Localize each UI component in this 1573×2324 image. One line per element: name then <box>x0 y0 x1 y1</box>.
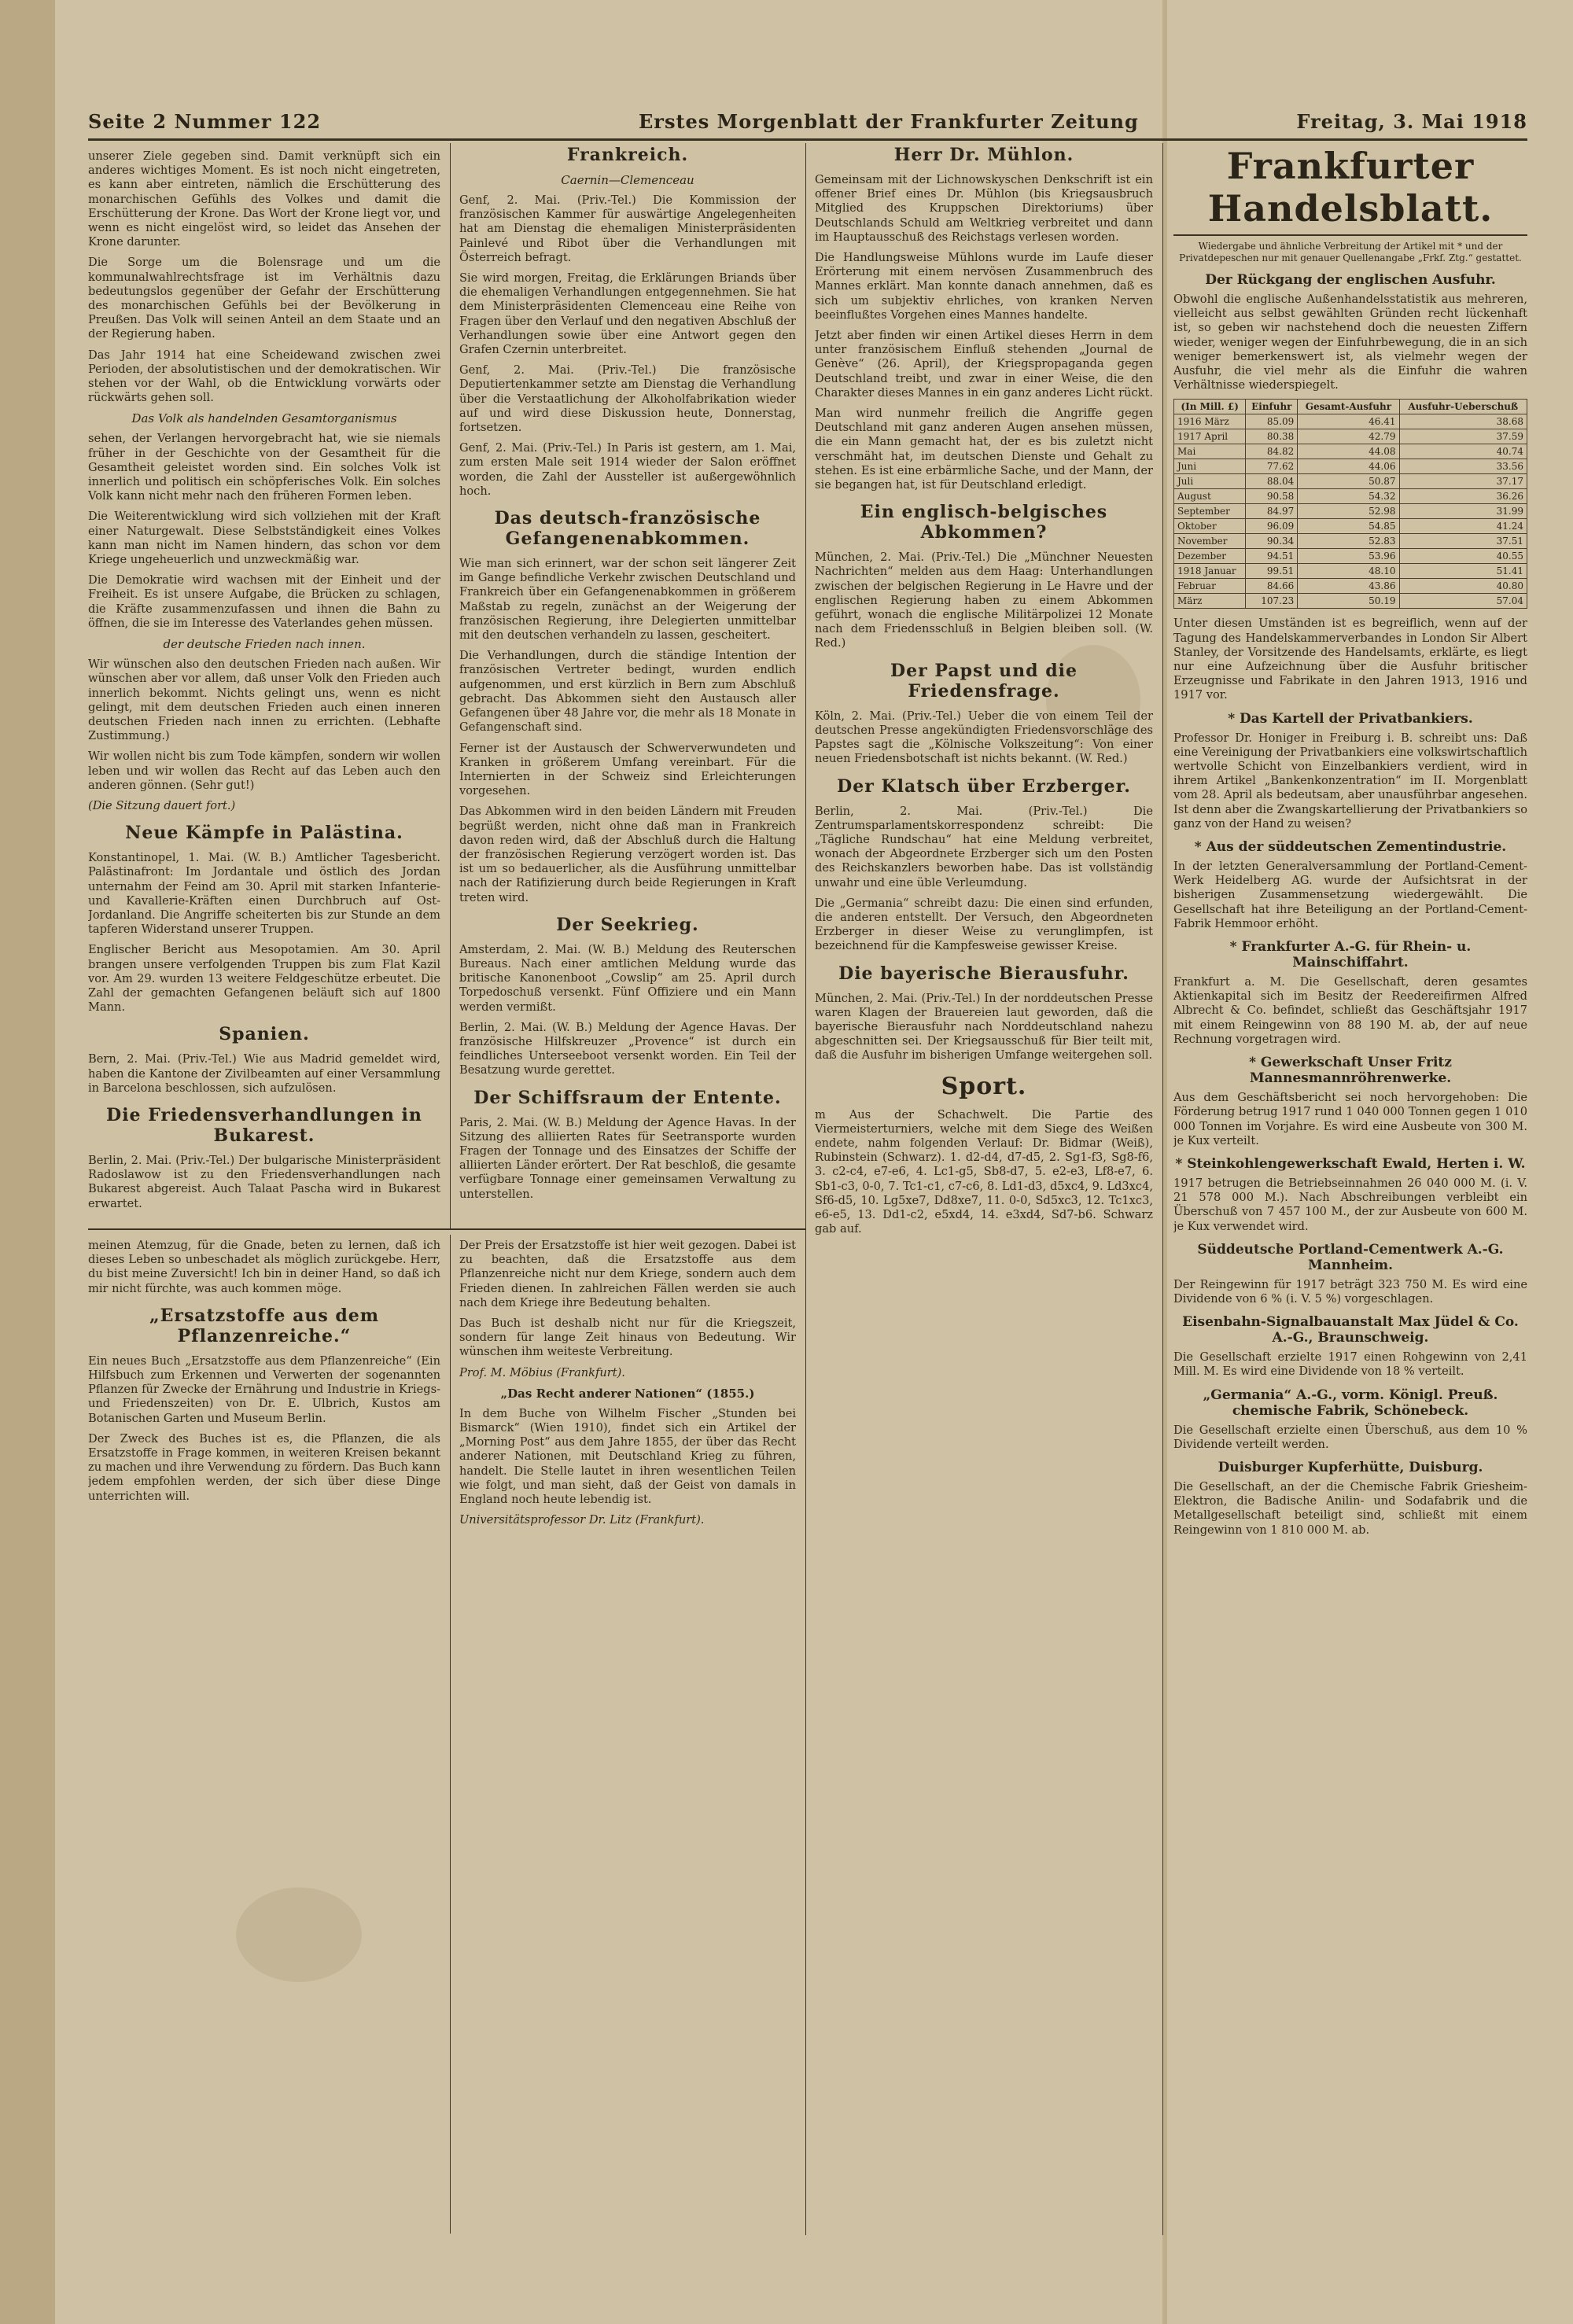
article-heading: Frankreich. <box>566 145 689 165</box>
article-heading: Ein englisch-belgisches Abkommen? <box>860 502 1108 543</box>
paragraph: unserer Ziele gegeben sind. Damit verknüpft sich ein anderes wichtiges Moment. Es ist noch nicht eingetreten, es kann aber eintreten, nämlich die Erschütterung des monarchischen Gefühls des Volkes und damit die Erschütterung der Krone. Das Wort der Krone liegt vor, und wenn es nicht eingelöst wird, so leidet das Ansehen der Krone darunter. <box>88 149 440 249</box>
article-heading: „Ersatzstoffe aus dem Pflanzenreiche.“ <box>149 1305 380 1346</box>
table-row <box>1174 489 1527 504</box>
subheading: Das Volk als handelnden Gesamtorganismus <box>131 411 397 426</box>
article-heading: Duisburger Kupferhütte, Duisburg. <box>1218 1459 1483 1475</box>
table-cell: 40.80 <box>1399 579 1527 594</box>
subheading: der deutsche Frieden nach innen. <box>163 637 366 652</box>
table-body <box>1174 414 1527 609</box>
paragraph: Wie man sich erinnert, war der schon seit längerer Zeit im Gange befindliche Verkehr zwischen Deutschland und Frankreich über ein Gefangenenabkommen in größerem Maßstab zu regeln, zunächst an der Weigerung der französischen Regierung, ihre Delegierten unmittelbar mit den deutschen verhandeln zu lassen, gescheitert. <box>459 557 796 643</box>
table-row <box>1174 534 1527 549</box>
article-heading: Die Friedensverhandlungen in Bukarest. <box>106 1104 422 1146</box>
table-row <box>1174 429 1527 444</box>
article-heading: Der Schiffsraum der Entente. <box>473 1087 782 1108</box>
table-row <box>1174 474 1527 489</box>
table-row <box>1174 519 1527 534</box>
paragraph: Die Sorge um die Bolensrage und um die kommunalwahlrechtsfrage ist im Verhältnis dazu bedeutungslos gegenüber der Gefahr der Erschütterung des monarchischen Gefühls bei der Bevölkerung in Preußen. Das Volk will seinen Anteil an dem Staate und an der Regierung haben. <box>88 256 440 341</box>
table-cell: 44.08 <box>1298 444 1399 459</box>
table-row <box>1174 504 1527 519</box>
column-rule <box>450 1235 451 2234</box>
paragraph: Die Weiterentwicklung wird sich vollziehen mit der Kraft einer Naturgewalt. Diese Selbstständigkeit eines Volkes kann man nicht im Namen hindern, das schon vor dem Kriege ungeheuerlich und unzweckmäßig war. <box>88 510 440 567</box>
article-heading: „Das Recht anderer Nationen“ (1855.) <box>500 1386 755 1401</box>
table-cell: November <box>1174 534 1246 549</box>
article-heading: * Steinkohlengewerkschaft Ewald, Herten i. W. <box>1175 1155 1526 1172</box>
column-rule <box>805 143 806 2235</box>
table-cell: 54.85 <box>1298 519 1399 534</box>
article-heading: * Frankfurter A.-G. für Rhein- u. Mainschiffahrt. <box>1229 939 1472 971</box>
paragraph: Konstantinopel, 1. Mai. (W. B.) Amtlicher Tagesbericht. Palästinafront: Im Jordantale und östlich des Jordan unternahm der Feind am 30. April mit starken Infanterie- und Kavallerie-Kräften einen Durchbruch auf Ost-Jordanland. Die Angriffe scheiterten bis zur Stunde an dem tapferen Widerstand unserer Truppen. <box>88 851 440 937</box>
table-cell: 1916 März <box>1174 414 1246 429</box>
table-cell: 37.51 <box>1399 534 1527 549</box>
table-cell: 53.96 <box>1298 549 1399 564</box>
paragraph: München, 2. Mai. (Priv.-Tel.) In der norddeutschen Presse waren Klagen der Brauereien laut geworden, daß die bayerische Bierausfuhr nach Norddeutschland nahezu abgeschnitten sei. Der Kriegsausschuß für Bier teilt mit, daß die Ausfuhr im bisherigen Umfange weitergehen soll. <box>815 991 1153 1063</box>
table-cell: 36.26 <box>1399 489 1527 504</box>
table-cell: 33.56 <box>1399 459 1527 474</box>
paragraph: Man wird nunmehr freilich die Angriffe gegen Deutschland mit ganz anderen Augen ansehen müssen, die ein Mann gemacht hat, der es bis zuletzt nicht verschmäht hat, im deutschen Dienste und Gehalt zu stehen. Es ist eine erbärmliche Sache, und der Mann, der sie begangen hat, ist für Deutschland erledigt. <box>815 407 1153 492</box>
feuilleton-column-1 <box>88 1239 440 2234</box>
paragraph: Die Gesellschaft erzielte 1917 einen Rohgewinn von 2,41 Mill. M. Es wird eine Dividende von 18 % verteilt. <box>1173 1350 1527 1379</box>
table-cell: 1918 Januar <box>1174 564 1246 579</box>
table-cell: 50.87 <box>1298 474 1399 489</box>
paragraph: Englischer Bericht aus Mesopotamien. Am 30. April brangen unsere verfolgenden Truppen bis zum Flat Kazil vor. Am 29. wurden 13 weitere Feldgeschütze erbeutet. Die Zahl der gemachten Gefangenen beläuft sich auf 1800 Mann. <box>88 943 440 1015</box>
table-cell: 40.74 <box>1399 444 1527 459</box>
paragraph: Die Verhandlungen, durch die ständige Intention der französischen Vertreter bedingt, wurden endlich aufgenommen, und erst kürzlich in Bern zum Abschluß gebracht. Das Abkommen sieht den Austausch aller Gefangenen über 48 Jahre vor, die mehr als 18 Monate in Gefangenschaft sind. <box>459 649 796 735</box>
column-2 <box>459 135 796 1223</box>
table-cell: 31.99 <box>1399 504 1527 519</box>
article-heading: Der Seekrieg. <box>556 914 699 935</box>
table-cell: Oktober <box>1174 519 1246 534</box>
article-heading: Eisenbahn-Signalbauanstalt Max Jüdel & Co. A.-G., Braunschweig. <box>1182 1314 1519 1346</box>
paragraph: Jetzt aber finden wir einen Artikel dieses Herrn in dem unter französischem Einfluß stehenden „Journal de Genève“ (26. April), der Kriegspropaganda gegen Deutschland treibt, und zwar in einer Weise, die den Charakter dieses Mannes in ein ganz anderes Licht rückt. <box>815 329 1153 400</box>
table-cell: Juli <box>1174 474 1246 489</box>
paragraph: m Aus der Schachwelt. Die Partie des Viermeisterturniers, welche mit dem Siege des Weißen endete, nahm folgenden Verlauf: Dr. Bidmar (Weiß), Rubinstein (Schwarz). 1. d2-d4, d7-d5, 2. Sg1-f3, Sg8-f6, 3. c2-c4, e7-e6, 4. Lc1-g5, Sb8-d7, 5. e2-e3, Lf8-e7, 6. Sb1-c3, 0-0, 7. Tc1-c1, c7-c6, 8. Ld1-d3, d5xc4, 9. Ld3xc4, Sf6-d5, 10. Lg5xe7, Dd8xe7, 11. 0-0, Sd5xc3, 12. Tc1xc3, e6-e5, 13. Dd1-c2, e5xd4, 14. e3xd4, Sd7-b6. Schwarz gab auf. <box>815 1107 1153 1236</box>
paragraph: Das Buch ist deshalb nicht nur für die Kriegszeit, sondern für lange Zeit hinaus von Bedeutung. Wir wünschen ihm weiteste Verbreitung. <box>459 1317 796 1359</box>
table-cell: 84.66 <box>1246 579 1298 594</box>
paragraph: Der Preis der Ersatzstoffe ist hier weit gezogen. Dabei ist zu beachten, daß die Ersatzstoffe aus dem Pflanzenreiche nicht nur dem Kriege, sondern auch dem Frieden dienen. In zahlreichen Fällen werden sie auch nach dem Kriege ihre Bedeutung behalten. <box>459 1239 796 1309</box>
table-row <box>1174 579 1527 594</box>
table-cell: 80.38 <box>1246 429 1298 444</box>
table-cell: 90.58 <box>1246 489 1298 504</box>
table-cell: 52.83 <box>1298 534 1399 549</box>
column-1 <box>88 149 440 1223</box>
table-cell: 48.10 <box>1298 564 1399 579</box>
article-heading: Der Klatsch über Erzberger. <box>837 775 1131 797</box>
subheading: Caernin—Clemenceau <box>561 173 694 187</box>
page-edge <box>0 0 55 2324</box>
column-4-handelsblatt <box>1173 142 1527 2235</box>
paragraph: sehen, der Verlangen hervorgebracht hat, wie sie niemals früher in der Geschichte von der Gesamtheit für die Gesamtheit geleistet worden sind. Ein solches Volk ist innerlich und politisch ein schöpferisches Volk. Ein solches Volk kann nicht mehr nach den früheren Formen leben. <box>88 432 440 503</box>
table-cell: 38.68 <box>1399 414 1527 429</box>
article-heading: * Das Kartell der Privatbankiers. <box>1228 710 1473 727</box>
paragraph: Ein neues Buch „Ersatzstoffe aus dem Pflanzenreiche“ (Ein Hilfsbuch zum Erkennen und Verwerten der sogenannten Pflanzen für Zwecke der Ernährung und Industrie in Kriegs- und Friedenszeiten) von Dr. E. Ulbrich, Kustos am Botanischen Garten und Museum Berlin. <box>88 1354 440 1425</box>
paragraph: Die Demokratie wird wachsen mit der Einheit und der Freiheit. Es ist unsere Aufgabe, die Brücken zu schlagen, die Kräfte zusammenzufassen und ihnen die Bahn zu öffnen, die sie im Interesse des Vaterlandes gehen müssen. <box>88 573 440 630</box>
handelsblatt-title: Frankfurter Handelsblatt. <box>1207 145 1494 230</box>
table-cell: 84.82 <box>1246 444 1298 459</box>
paragraph: Obwohl die englische Außenhandelsstatistik aus mehreren, vielleicht aus selbst gewählten Gründen recht lückenhaft ist, so geben wir nachstehend doch die neuesten Ziffern wieder, weniger wegen der Einfuhrbewegung, die in an sich weniger bemerkenswert ist, als vielmehr wegen der Ausfuhr, die viel mehr als die Einfuhr die wahren Verhältnisse wiederspiegelt. <box>1173 293 1527 392</box>
table-cell: 37.17 <box>1399 474 1527 489</box>
table-cell: 41.24 <box>1399 519 1527 534</box>
paragraph: Unter diesen Umständen ist es begreiflich, wenn auf der Tagung des Handelskammerverbandes in London Sir Albert Stanley, der Vorsitzende des Handelsamts, erklärte, es liegt nur eine Aufzeichnung über die Ausfuhr britischer Erzeugnisse und Fabrikate in den Jahren 1913, 1916 und 1917 vor. <box>1173 617 1527 702</box>
table-header-cell: Einfuhr <box>1246 400 1298 414</box>
table-cell: 99.51 <box>1246 564 1298 579</box>
table-cell: 50.19 <box>1298 594 1399 609</box>
table-header-cell: Ausfuhr-Ueberschuß <box>1399 400 1527 414</box>
paragraph: Die Handlungsweise Mühlons wurde im Laufe dieser Erörterung mit einem nervösen Zusammenbruch des Mannes erklärt. Man konnte danach annehmen, daß es sich um subjektiv ehrliches, von kranken Nerven beeinflußtes Vorgehen eines Mannes handelte. <box>815 251 1153 322</box>
table-cell: 85.09 <box>1246 414 1298 429</box>
issue-date: Freitag, 3. Mai 1918 <box>1296 110 1527 133</box>
article-heading: „Germania“ A.-G., vorm. Königl. Preuß. chemische Fabrik, Schönebeck. <box>1203 1387 1498 1419</box>
table-row <box>1174 549 1527 564</box>
column-rule <box>1162 143 1163 2235</box>
closing-note: (Die Sitzung dauert fort.) <box>88 798 236 812</box>
table-header-cell: (In Mill. £) <box>1174 400 1246 414</box>
section-rule <box>88 1228 805 1230</box>
paragraph: Aus dem Geschäftsbericht sei noch hervorgehoben: Die Förderung betrug 1917 rund 1 040 000 Tonnen gegen 1 010 000 Tonnen im Vorjahre. Es wird eine Ausbeute von 300 M. je Kux verteilt. <box>1173 1091 1527 1147</box>
article-heading: Der Papst und die Friedensfrage. <box>890 660 1078 702</box>
table-cell: Mai <box>1174 444 1246 459</box>
article-heading: * Gewerkschaft Unser Fritz Mannesmannröhrenwerke. <box>1249 1055 1452 1087</box>
handelsblatt-subtitle: Wiedergabe und ähnliche Verbreitung der Artikel mit * und der Privatdepeschen nur mit genauer Quellenangabe „Frkf. Ztg.“ gestattet. <box>1179 241 1522 263</box>
paragraph: Berlin, 2. Mai. (Priv.-Tel.) Der bulgarische Ministerpräsident Radoslawow ist zu den Friedensverhandlungen nach Bukarest abgereist. Auch Talaat Pascha wird in Bukarest erwartet. <box>88 1153 440 1210</box>
table-cell: 96.09 <box>1246 519 1298 534</box>
paragraph: Berlin, 2. Mai. (W. B.) Meldung der Agence Havas. Der französische Hilfskreuzer „Provence“ ist durch ein feindliches Unterseeboot versenkt worden. Ein Teil der Besatzung wurde gerettet. <box>459 1020 796 1077</box>
paragraph: Der Zweck des Buches ist es, die Pflanzen, die als Ersatzstoffe in Frage kommen, in weiteren Kreisen bekannt zu machen und ihre Verwendung zu fördern. Das Buch kann jedem empfohlen werden, der sich über diese Dinge unterrichten will. <box>88 1431 440 1503</box>
table-row <box>1174 444 1527 459</box>
paragraph: Frankfurt a. M. Die Gesellschaft, deren gesamtes Aktienkapital sich im Besitz der Reedereifirmen Alfred Albrecht & Co. befindet, schließt das Geschäftsjahr 1917 mit einem Reingewinn von 88 190 M. ab, der auf neue Rechnung vorgetragen wird. <box>1173 975 1527 1046</box>
article-heading: Sport. <box>941 1072 1027 1100</box>
page-number: Seite 2 Nummer 122 <box>88 110 322 133</box>
article-heading: Spanien. <box>219 1024 310 1045</box>
table-cell: 94.51 <box>1246 549 1298 564</box>
masthead-rule <box>88 138 1527 141</box>
table-cell: 107.23 <box>1246 594 1298 609</box>
paragraph: Genf, 2. Mai. (Priv.-Tel.) In Paris ist gestern, am 1. Mai, zum ersten Male seit 1914 wieder der Salon eröffnet worden, die Zahl der Aussteller ist außergewöhnlich hoch. <box>459 441 796 498</box>
paragraph: Amsterdam, 2. Mai. (W. B.) Meldung des Reuterschen Bureaus. Nach einer amtlichen Meldung wurde das britische Kanonenboot „Cowslip“ am 25. April durch Torpedoschuß versenkt. Fünf Offiziere und ein Mann werden vermißt. <box>459 942 796 1014</box>
article-heading: Neue Kämpfe in Palästina. <box>125 823 403 844</box>
paragraph: Gemeinsam mit der Lichnowskyschen Denkschrift ist ein offener Brief eines Dr. Mühlon (bis Kriegsausbruch Mitglied des Kruppschen Direktoriums) über Deutschlands Schuld am Weltkrieg verbreitet und dann im Hauptausschuß des Reichstags verlesen worden. <box>815 173 1153 244</box>
column-rule <box>450 143 451 1228</box>
article-heading: Süddeutsche Portland-Cementwerk A.-G. Mannheim. <box>1197 1241 1504 1273</box>
table-row <box>1174 459 1527 474</box>
table-cell: 46.41 <box>1298 414 1399 429</box>
trade-table <box>1173 399 1527 609</box>
table-cell: 90.34 <box>1246 534 1298 549</box>
column-3 <box>815 135 1153 2235</box>
table-cell: Dezember <box>1174 549 1246 564</box>
paragraph: meinen Atemzug, für die Gnade, beten zu lernen, daß ich dieses Leben so unbeschadet als möglich zurückgebe. Herr, du bist meine Zuversicht! Ich bin in deiner Hand, so daß ich mir nicht fürchte, was auch kommen möge. <box>88 1239 440 1295</box>
paragraph: In der letzten Generalversammlung der Portland-Cement-Werk Heidelberg AG. wurde der Aufsichtsrat in der bisherigen Zusammensetzung wiedergewählt. Die Gesellschaft hat ihre Beteiligung an der Portland-Cement-Fabrik Hemmoor erhöht. <box>1173 860 1527 930</box>
masthead <box>88 110 1527 138</box>
title-rule <box>1173 234 1527 236</box>
table-cell: 37.59 <box>1399 429 1527 444</box>
paragraph: 1917 betrugen die Betriebseinnahmen 26 040 000 M. (i. V. 21 578 000 M.). Nach Abschreibungen verbleibt ein Überschuß von 7 457 100 M., der zur Ausbeute von 600 M. je Kux verwendet wird. <box>1173 1176 1527 1233</box>
table-cell: 84.97 <box>1246 504 1298 519</box>
table-header-row <box>1174 400 1527 414</box>
paragraph: Ferner ist der Austausch der Schwerverwundeten und Kranken in größerem Umfang vereinbart. Für die Internierten in der Schweiz sind Erleichterungen vorgesehen. <box>459 741 796 798</box>
paragraph: Professor Dr. Honiger in Freiburg i. B. schreibt uns: Daß eine Vereinigung der Privatbankiers eine volkswirtschaftlich wertvolle Schicht von Einzelbankiers verdient, wird in ihrem Artikel „Bankenkonzentration“ im II. Morgenblatt vom 28. April als bedeutsam, aber unausführbar angesehen. Ist denn aber die Zwangskartellierung der Privatbankiers so ganz von der Hand zu weisen? <box>1173 731 1527 831</box>
paragraph: Bern, 2. Mai. (Priv.-Tel.) Wie aus Madrid gemeldet wird, haben die Kantone der Zivilbeamten auf einer Versammlung in Barcelona beschlossen, sich aufzulösen. <box>88 1052 440 1095</box>
article-heading: Die bayerische Bierausfuhr. <box>838 963 1129 984</box>
paragraph: Die „Germania“ schreibt dazu: Die einen sind erfunden, die anderen entstellt. Der Versuch, den Abgeordneten Erzberger in dieser Weise zu verunglimpfen, ist bezeichnend für die Kampfesweise gewisser Kreise. <box>815 896 1153 953</box>
article-heading: Das deutsch-französische Gefangenenabkommen. <box>494 508 761 550</box>
author-signature: Universitätsprofessor Dr. Litz (Frankfurt). <box>459 1513 705 1527</box>
paragraph: Das Jahr 1914 hat eine Scheidewand zwischen zwei Perioden, der absolutistischen und der demokratischen. Wir stehen vor der Wahl, ob die Entwicklung vorwärts oder rückwärts gehen soll. <box>88 348 440 405</box>
table-cell: 54.32 <box>1298 489 1399 504</box>
paragraph: München, 2. Mai. (Priv.-Tel.) Die „Münchner Neuesten Nachrichten“ melden aus dem Haag: Unterhandlungen zwischen der belgischen Regierung in Le Havre und der englischen Regierung haben zu einem Abkommen geführt, wonach die englische Militärpolizei 12 Monate nach dem Friedensschluß in Belgien bleiben soll. (W. Red.) <box>815 551 1153 650</box>
article-heading: Herr Dr. Mühlon. <box>893 145 1074 165</box>
table-cell: 77.62 <box>1246 459 1298 474</box>
table-header-cell: Gesamt-Ausfuhr <box>1298 400 1399 414</box>
table-cell: 43.86 <box>1298 579 1399 594</box>
table-cell: 51.41 <box>1399 564 1527 579</box>
paragraph: Genf, 2. Mai. (Priv.-Tel.) Die französische Deputiertenkammer setzte am Dienstag die Verhandlung über die Verstaatlichung der Alkoholfabrikation wieder auf und wird diese Diskussion heute, Donnerstag, fortsetzen. <box>459 363 796 435</box>
paragraph: Das Abkommen wird in den beiden Ländern mit Freuden begrüßt werden, nicht ohne daß man in Frankreich davon reden wird, daß der Abschluß durch die Haltung der französischen Regierung verzögert worden ist. Das ist um so bedauerlicher, als die Ausführung unmittelbar nach der Ratifizierung durch beide Regierungen in Kraft treten wird. <box>459 805 796 904</box>
table-row <box>1174 414 1527 429</box>
table-cell: 40.55 <box>1399 549 1527 564</box>
table-cell: 88.04 <box>1246 474 1298 489</box>
article-heading: Der Rückgang der englischen Ausfuhr. <box>1205 272 1496 288</box>
paragraph: Der Reingewinn für 1917 beträgt 323 750 M. Es wird eine Dividende von 6 % (i. V. 5 %) vorgeschlagen. <box>1173 1277 1527 1306</box>
table-cell: Juni <box>1174 459 1246 474</box>
paragraph: Berlin, 2. Mai. (Priv.-Tel.) Die Zentrumsparlamentskorrespondenz schreibt: Die „Tägliche Rundschau“ hat eine Meldung verbreitet, wonach der Abgeordnete Erzberger sich um den Posten des Reichskanzlers beworben habe. Das ist vollständig unwahr und eine üble Verleumdung. <box>815 804 1153 889</box>
article-heading: * Aus der süddeutschen Zementindustrie. <box>1194 839 1507 856</box>
table-cell: September <box>1174 504 1246 519</box>
paragraph: Wir wünschen also den deutschen Frieden nach außen. Wir wünschen aber vor allem, daß unser Volk den Frieden auch innerlich bekommt. Nichts gelingt uns, wenn es nicht gelingt, mit dem deutschen Frieden auch einen inneren deutschen Frieden nach innen zu errichten. (Lebhafte Zustimmung.) <box>88 657 440 743</box>
author-signature: Prof. M. Möbius (Frankfurt). <box>459 1365 625 1379</box>
paragraph: Köln, 2. Mai. (Priv.-Tel.) Ueber die von einem Teil der deutschen Presse angekündigten Friedensvorschläge des Papstes sagt die „Kölnische Volkszeitung“: Von einer neuen Friedensbotschaft ist nichts bekannt. (W. Red.) <box>815 709 1153 766</box>
table-cell: August <box>1174 489 1246 504</box>
paragraph: In dem Buche von Wilhelm Fischer „Stunden bei Bismarck“ (Wien 1910), findet sich ein Artikel der „Morning Post“ aus dem Jahre 1855, der über das Recht anderer Nationen, mit Deutschland Krieg zu führen, handelt. Die Stelle lautet in ihren wesentlichen Teilen wie folgt, und man sieht, daß der Geist von damals in England noch heute lebendig ist. <box>459 1406 796 1507</box>
table-cell: Februar <box>1174 579 1246 594</box>
paper-name: Erstes Morgenblatt der Frankfurter Zeitung <box>639 110 1139 133</box>
paragraph: Sie wird morgen, Freitag, die Erklärungen Briands über die ehemaligen Verhandlungen entgegennehmen. Sie hat dem Ministerpräsidenten Clemenceau eine Reihe von Fragen über den Verlauf und den negativen Abschluß der Verhandlungen sowie über eine Antwort gegen den Grafen Czernin unterbreitet. <box>459 271 796 357</box>
table-cell: März <box>1174 594 1246 609</box>
paragraph: Die Gesellschaft, an der die Chemische Fabrik Griesheim-Elektron, die Badische Anilin- und Sodafabrik und die Metallgesellschaft beteiligt sind, schließt mit einem Reingewinn von 1 810 000 M. ab. <box>1173 1479 1527 1537</box>
table-row <box>1174 594 1527 609</box>
table-cell: 57.04 <box>1399 594 1527 609</box>
paragraph: Genf, 2. Mai. (Priv.-Tel.) Die Kommission der französischen Kammer für auswärtige Angelegenheiten hat am Dienstag die ehemaligen Ministerpräsidenten Painlevé und Ribot über die Verhandlungen mit Österreich befragt. <box>459 193 796 264</box>
table-row <box>1174 564 1527 579</box>
table-cell: 52.98 <box>1298 504 1399 519</box>
feuilleton-column-2 <box>459 1239 796 2234</box>
paragraph: Wir wollen nicht bis zum Tode kämpfen, sondern wir wollen leben und wir wollen das Recht auf das Leben auch den anderen gönnen. (Sehr gut!) <box>88 749 440 792</box>
table-cell: 42.79 <box>1298 429 1399 444</box>
paragraph: Die Gesellschaft erzielte einen Überschuß, aus dem 10 % Dividende verteilt werden. <box>1173 1423 1527 1451</box>
paragraph: Paris, 2. Mai. (W. B.) Meldung der Agence Havas. In der Sitzung des alliierten Rates für Seetransporte wurden Fragen der Tonnage und des Einsatzes der Schiffe der alliierten Länder erörtert. Der Rat beschloß, die gesamte verfügbare Tonnage einer gemeinsamen Verwaltung zu unterstellen. <box>459 1115 796 1201</box>
table-cell: 1917 April <box>1174 429 1246 444</box>
table-cell: 44.06 <box>1298 459 1399 474</box>
